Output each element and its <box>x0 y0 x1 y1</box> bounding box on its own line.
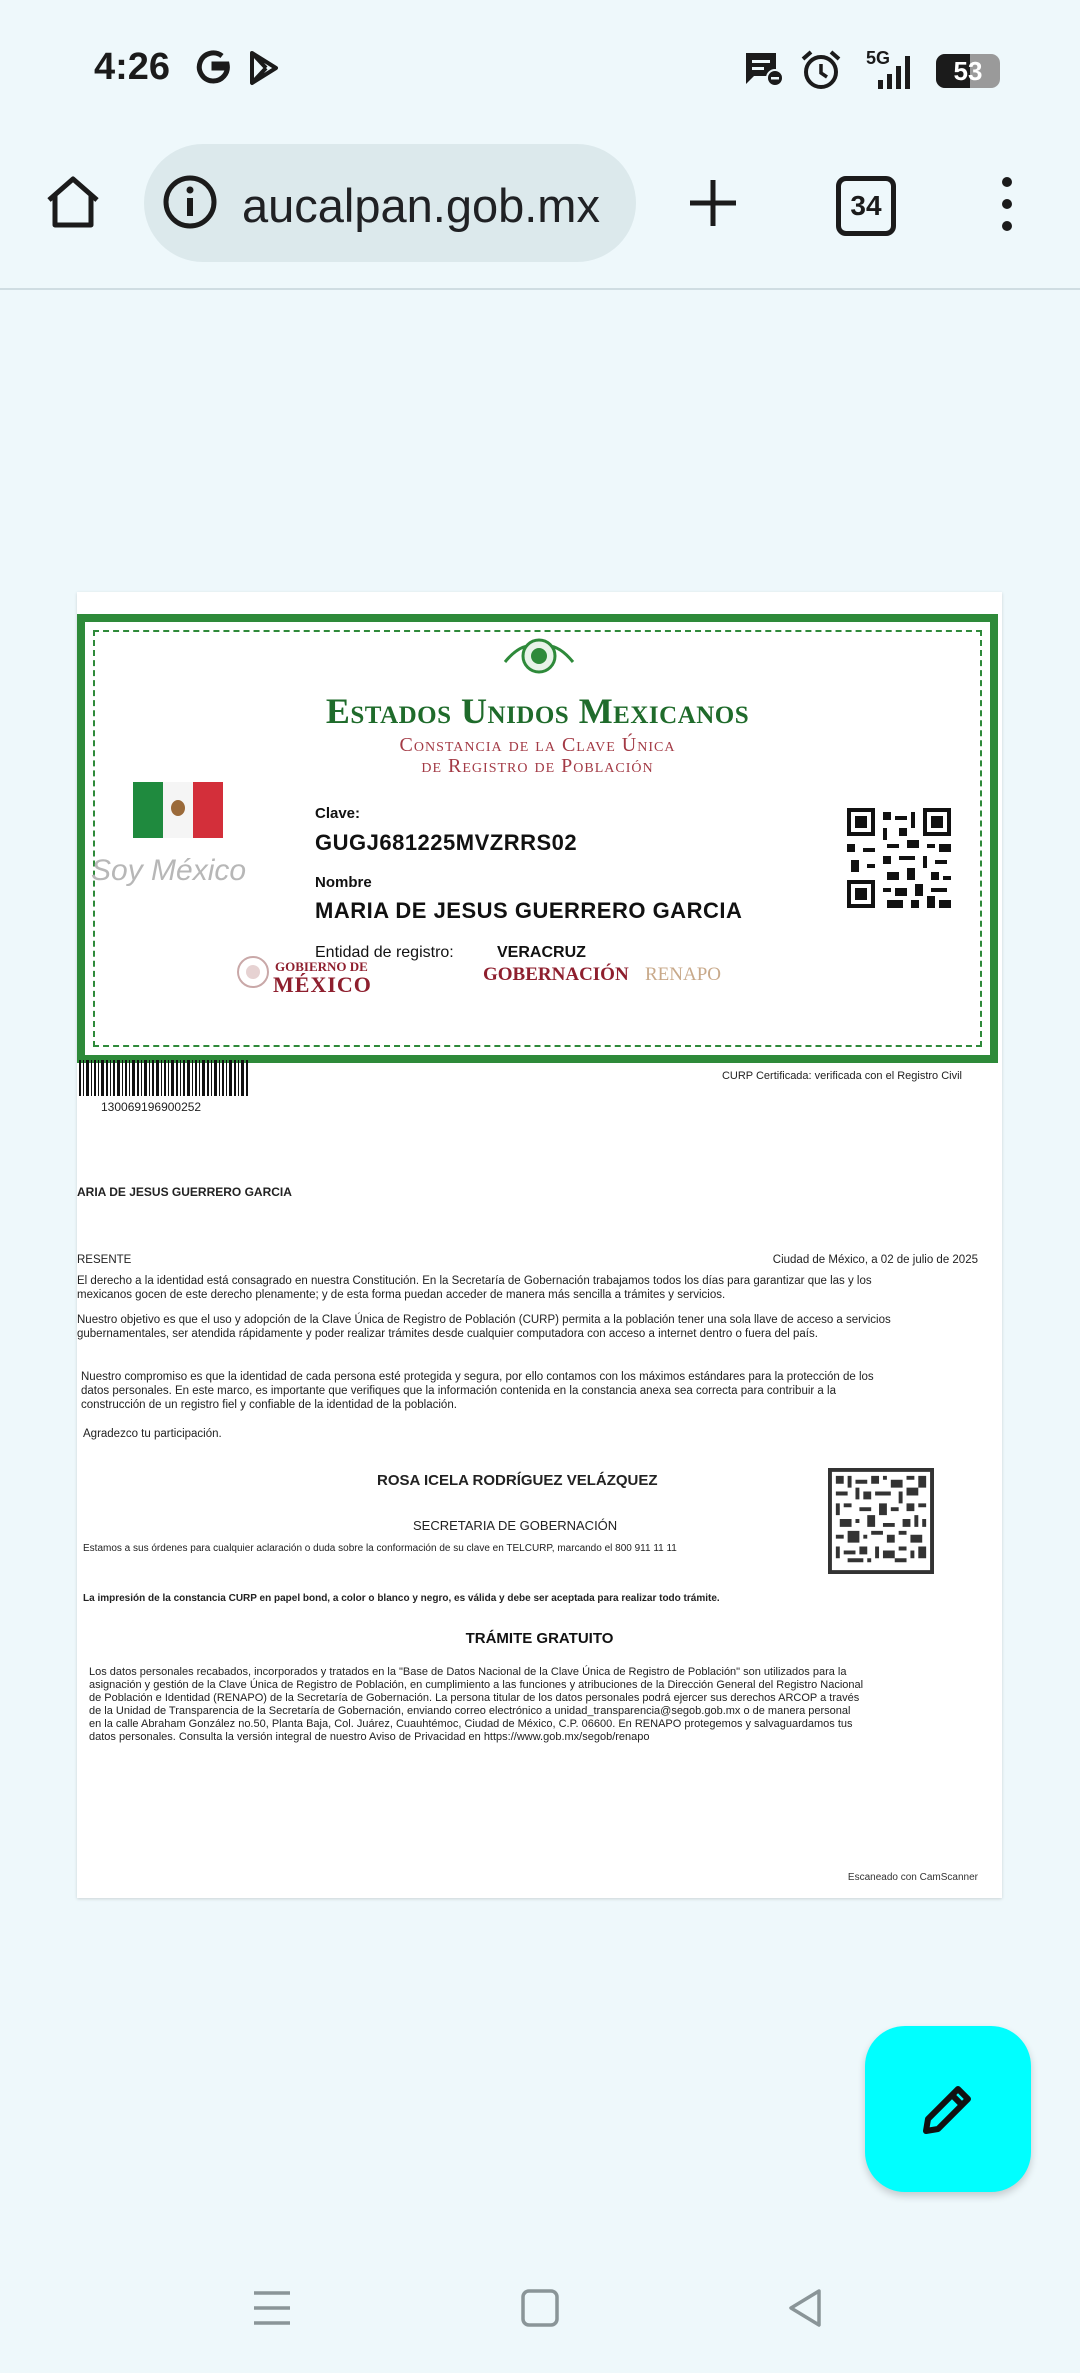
back-triangle-icon[interactable] <box>786 2288 824 2328</box>
tramite-gratuito: TRÁMITE GRATUITO <box>465 1630 614 1647</box>
play-store-icon <box>248 50 280 86</box>
mexican-flag-icon <box>133 782 223 838</box>
certificate-subtitle-1: Constancia de la Clave Única <box>399 734 676 756</box>
recipient-name: ARIA DE JESUS GUERRERO GARCIA <box>77 1185 292 1199</box>
paragraph-2-line-1: Nuestro objetivo es que el uso y adopción de la Clave Única de Registro de Población (CURP) permita a la población tener una sola llave de acceso a servicios <box>77 1314 891 1326</box>
paragraph-3-line-3: construcción de un registro fiel y confiable de la identidad de la población. <box>81 1399 457 1411</box>
nombre-value: MARIA DE JESUS GUERRERO GARCIA <box>315 898 743 923</box>
barcode-icon <box>77 1060 251 1096</box>
certificate-subtitle-2: de Registro de Población <box>421 755 654 777</box>
alarm-icon <box>800 50 842 90</box>
clave-label: Clave: <box>315 805 361 822</box>
privacy-line-5: en la calle Abraham González no.50, Planta Baja, Col. Juárez, Cuauhtémoc, Ciudad de México, C.P. 06600. En RENAPO protegemos y salvaguardamos tus <box>89 1718 853 1730</box>
signal-icon <box>874 50 914 90</box>
logo-gobierno-line2: MÉXICO <box>273 972 372 997</box>
camscanner-watermark: Escaneado con CamScanner <box>847 1872 978 1883</box>
home-icon[interactable] <box>44 174 102 230</box>
paragraph-3-line-1: Nuestro compromiso es que la identidad de cada persona esté protegida y segura, por ello contamos con los máximos estándares para la protección de los <box>81 1371 874 1383</box>
address-bar[interactable] <box>144 144 636 262</box>
message-icon <box>744 50 784 88</box>
barcode-number: 130069196900252 <box>101 1100 202 1114</box>
privacy-line-3: de Población e Identidad (RENAPO) de la Secretaría de Gobernación. La persona titular de los datos personales podrá ejercer sus derechos ARCOP a través <box>89 1692 860 1704</box>
battery-level: 53 <box>953 56 983 86</box>
paragraph-3-line-2: datos personales. En este marco, es importante que verifiques que la información contenida en la constancia anexa sea correcta para contribuir a la <box>81 1385 836 1397</box>
browser-toolbar <box>0 140 1080 290</box>
edit-pencil-icon <box>918 2079 978 2139</box>
curp-certificada-note: CURP Certificada: verificada con el Registro Civil <box>721 1070 962 1082</box>
privacy-line-6: datos personales. Consulta la versión integral de nuestro Aviso de Privacidad en https://www.gob.mx/segob/renapo <box>89 1731 650 1743</box>
status-bar <box>0 0 1080 140</box>
certificate-title: Estados Unidos Mexicanos <box>325 691 750 731</box>
new-tab-icon[interactable] <box>686 176 740 230</box>
signature-qr-code-icon <box>827 1468 935 1574</box>
clock: 4:26 <box>94 46 171 88</box>
home-square-icon[interactable] <box>520 2288 560 2328</box>
impresion-note: La impresión de la constancia CURP en papel bond, a color o blanco y negro, es válida y debe ser aceptada para realizar todo trámite. <box>83 1593 720 1604</box>
signatory-name: ROSA ICELA RODRÍGUEZ VELÁZQUEZ <box>377 1472 658 1489</box>
curp-certificate <box>77 614 998 1063</box>
logo-gobernacion: GOBERNACIÓN <box>483 964 629 985</box>
tab-switcher-button[interactable]: 34 <box>836 176 896 236</box>
privacy-line-1: Los datos personales recabados, incorporados y tratados en la "Base de Datos Nacional de la Clave Única de Registro de Población" son utilizados para la <box>89 1666 847 1678</box>
signatory-title: SECRETARIA DE GOBERNACIÓN <box>413 1518 618 1533</box>
paragraph-2-line-2: gubernamentales, ser atendida rápidamente y poder realizar trámites desde cualquier computadora con acceso a internet dentro o fuera del país. <box>77 1328 818 1340</box>
presente-text: RESENTE <box>77 1254 132 1266</box>
national-emblem-icon <box>503 632 575 680</box>
letter-date: Ciudad de México, a 02 de julio de 2025 <box>772 1254 978 1266</box>
url-text[interactable]: aucalpan.gob.mx <box>242 179 600 232</box>
system-navigation-bar <box>0 2260 1080 2373</box>
nombre-label: Nombre <box>315 874 372 891</box>
battery-icon <box>936 54 1000 88</box>
entidad-label: Entidad de registro: <box>315 944 454 961</box>
entidad-value: VERACRUZ <box>497 944 586 961</box>
privacy-line-4: de la Unidad de Transparencia de la Secretaría de Gobernación, enviando correo electrónico a unidad_transparencia@segob.gob.mx o de manera personal <box>89 1705 851 1717</box>
recents-menu-icon[interactable] <box>252 2290 292 2326</box>
network-label: 5G <box>866 48 891 68</box>
scanned-document <box>77 592 1002 1898</box>
thanks-text: Agradezco tu participación. <box>83 1428 222 1440</box>
logo-renapo: RENAPO <box>645 964 722 985</box>
qr-code-icon <box>847 808 951 908</box>
soy-mexico-logo: Soy México <box>91 854 247 887</box>
overflow-menu-icon[interactable] <box>994 176 1020 232</box>
edit-button[interactable] <box>865 2026 1031 2192</box>
paragraph-1-line-2: mexicanos gocen de este derecho plenamente; y de esta forma puedan acceder de manera más sencilla a trámites y servicios. <box>77 1289 726 1301</box>
telcurp-note: Estamos a sus órdenes para cualquier aclaración o duda sobre la conformación de su clave en TELCURP, marcando el 800 911 11 11 <box>83 1543 677 1554</box>
logo-gobierno-line1: GOBIERNO DE <box>275 959 368 974</box>
site-info-icon[interactable] <box>162 174 218 230</box>
privacy-line-2: asignación y gestión de la Clave Única de Registro de Población, en cumplimiento a las funciones y atribuciones de la Dirección General del Registro Nacional <box>89 1679 864 1691</box>
clave-value: GUGJ681225MVZRRS02 <box>315 830 578 855</box>
paragraph-1-line-1: El derecho a la identidad está consagrado en nuestra Constitución. En la Secretaría de Gobernación trabajamos todos los días para garantizar que las y los <box>77 1275 872 1287</box>
gobierno-seal-icon <box>235 954 271 990</box>
google-g-icon <box>196 50 230 86</box>
